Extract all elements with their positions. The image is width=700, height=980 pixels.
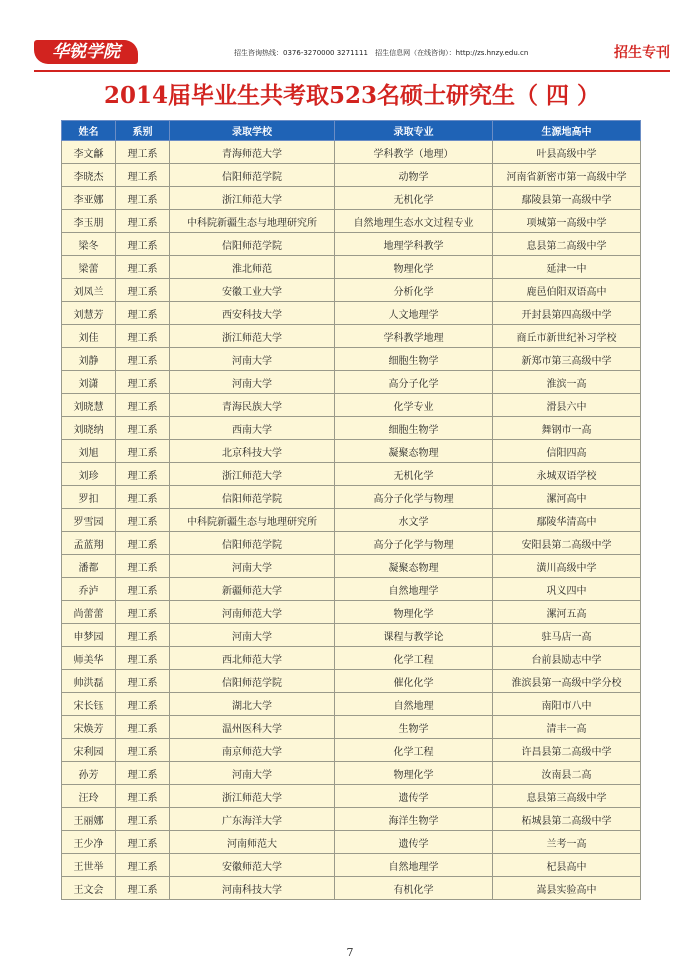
- cell-high-school: 许昌县第二高级中学: [493, 739, 641, 762]
- cell-department: 理工系: [116, 394, 170, 417]
- cell-major: 自然地理学: [335, 854, 493, 877]
- cell-major: 化学专业: [335, 394, 493, 417]
- cell-school: 中科院新疆生态与地理研究所: [170, 210, 335, 233]
- cell-name: 师美华: [62, 647, 116, 670]
- cell-major: 化学工程: [335, 647, 493, 670]
- cell-name: 汪玲: [62, 785, 116, 808]
- cell-high-school: 驻马店一高: [493, 624, 641, 647]
- cell-department: 理工系: [116, 647, 170, 670]
- cell-school: 安徽师范大学: [170, 854, 335, 877]
- table-header-row: [62, 121, 641, 141]
- cell-high-school: 巩义四中: [493, 578, 641, 601]
- cell-major: 无机化学: [335, 187, 493, 210]
- cell-department: 理工系: [116, 325, 170, 348]
- cell-major: 高分子化学与物理: [335, 486, 493, 509]
- cell-school: 青海师范大学: [170, 141, 335, 164]
- cell-name: 李文龢: [62, 141, 116, 164]
- cell-school: 河南大学: [170, 348, 335, 371]
- cell-major: 遗传学: [335, 785, 493, 808]
- table-row: [62, 578, 641, 601]
- cell-department: 理工系: [116, 808, 170, 831]
- cell-high-school: 汝南县二高: [493, 762, 641, 785]
- table-row: [62, 440, 641, 463]
- cell-department: 理工系: [116, 693, 170, 716]
- table-row: [62, 348, 641, 371]
- cell-school: 信阳师范学院: [170, 532, 335, 555]
- table-row: [62, 210, 641, 233]
- cell-high-school: 兰考一高: [493, 831, 641, 854]
- cell-major: 化学工程: [335, 739, 493, 762]
- cell-high-school: 信阳四高: [493, 440, 641, 463]
- cell-school: 河南大学: [170, 762, 335, 785]
- table-row: [62, 831, 641, 854]
- cell-department: 理工系: [116, 256, 170, 279]
- cell-school: 浙江师范大学: [170, 785, 335, 808]
- cell-name: 李晓杰: [62, 164, 116, 187]
- cell-major: 物理化学: [335, 601, 493, 624]
- cell-major: 人文地理学: [335, 302, 493, 325]
- cell-name: 梁蕾: [62, 256, 116, 279]
- table-row: [62, 808, 641, 831]
- cell-school: 信阳师范学院: [170, 486, 335, 509]
- cell-major: 自然地理学: [335, 578, 493, 601]
- page-number: 7: [346, 946, 354, 959]
- cell-high-school: 淮滨县第一高级中学分校: [493, 670, 641, 693]
- cell-department: 理工系: [116, 233, 170, 256]
- cell-school: 湖北大学: [170, 693, 335, 716]
- cell-major: 学科教学地理: [335, 325, 493, 348]
- cell-name: 王丽娜: [62, 808, 116, 831]
- info-site-text: 招生信息网（在线咨询）：http://zs.hnzy.edu.cn: [375, 49, 529, 57]
- table-row: [62, 233, 641, 256]
- cell-school: 浙江师范大学: [170, 463, 335, 486]
- page-title: 2014届毕业生共考取523名硕士研究生（ 四 ）: [103, 82, 601, 109]
- cell-name: 王少净: [62, 831, 116, 854]
- cell-high-school: 叶县高级中学: [493, 141, 641, 164]
- table-row: [62, 785, 641, 808]
- cell-department: 理工系: [116, 509, 170, 532]
- cell-high-school: 永城双语学校: [493, 463, 641, 486]
- table-row: [62, 739, 641, 762]
- cell-department: 理工系: [116, 762, 170, 785]
- table-row: [62, 325, 641, 348]
- cell-name: 申梦园: [62, 624, 116, 647]
- cell-department: 理工系: [116, 141, 170, 164]
- cell-major: 学科教学（地理）: [335, 141, 493, 164]
- cell-major: 水文学: [335, 509, 493, 532]
- cell-school: 北京科技大学: [170, 440, 335, 463]
- cell-high-school: 商丘市新世纪补习学校: [493, 325, 641, 348]
- cell-high-school: 南阳市八中: [493, 693, 641, 716]
- school-logo: 华锐学院: [34, 40, 138, 64]
- cell-school: 新疆师范大学: [170, 578, 335, 601]
- cell-name: 李玉朋: [62, 210, 116, 233]
- cell-high-school: 柘城县第二高级中学: [493, 808, 641, 831]
- cell-major: 细胞生物学: [335, 348, 493, 371]
- cell-major: 高分子化学: [335, 371, 493, 394]
- cell-name: 宋长钰: [62, 693, 116, 716]
- cell-major: 动物学: [335, 164, 493, 187]
- table-row: [62, 877, 641, 900]
- cell-high-school: 鹿邑伯阳双语高中: [493, 279, 641, 302]
- cell-school: 南京师范大学: [170, 739, 335, 762]
- cell-major: 自然地理: [335, 693, 493, 716]
- table-row: [62, 187, 641, 210]
- cell-department: 理工系: [116, 302, 170, 325]
- cell-department: 理工系: [116, 164, 170, 187]
- cell-major: 自然地理生态水文过程专业: [335, 210, 493, 233]
- cell-name: 王世举: [62, 854, 116, 877]
- table-row: [62, 394, 641, 417]
- cell-department: 理工系: [116, 785, 170, 808]
- cell-high-school: 延津一中: [493, 256, 641, 279]
- cell-major: 物理化学: [335, 762, 493, 785]
- cell-high-school: 鄢陵华清高中: [493, 509, 641, 532]
- cell-name: 帅洪磊: [62, 670, 116, 693]
- cell-high-school: 河南省新密市第一高级中学: [493, 164, 641, 187]
- cell-department: 理工系: [116, 279, 170, 302]
- cell-name: 乔泸: [62, 578, 116, 601]
- cell-department: 理工系: [116, 601, 170, 624]
- cell-name: 刘潇: [62, 371, 116, 394]
- cell-name: 李亚娜: [62, 187, 116, 210]
- cell-department: 理工系: [116, 716, 170, 739]
- table-row: [62, 555, 641, 578]
- cell-major: 凝聚态物理: [335, 555, 493, 578]
- cell-department: 理工系: [116, 348, 170, 371]
- cell-department: 理工系: [116, 532, 170, 555]
- cell-department: 理工系: [116, 440, 170, 463]
- cell-name: 刘珍: [62, 463, 116, 486]
- cell-major: 海洋生物学: [335, 808, 493, 831]
- cell-high-school: 项城第一高级中学: [493, 210, 641, 233]
- cell-department: 理工系: [116, 670, 170, 693]
- cell-major: 地理学科教学: [335, 233, 493, 256]
- cell-high-school: 清丰一高: [493, 716, 641, 739]
- cell-department: 理工系: [116, 371, 170, 394]
- column-header-name: 姓名: [62, 121, 116, 141]
- table-row: [62, 417, 641, 440]
- table-row: [62, 762, 641, 785]
- header-divider: [34, 70, 670, 72]
- cell-department: 理工系: [116, 877, 170, 900]
- contact-info: [234, 48, 533, 58]
- cell-high-school: 淮滨一高: [493, 371, 641, 394]
- cell-school: 西北师范大学: [170, 647, 335, 670]
- cell-school: 广东海洋大学: [170, 808, 335, 831]
- table-row: [62, 624, 641, 647]
- table-row: [62, 647, 641, 670]
- column-header-school: 录取学校: [170, 121, 335, 141]
- table-row: [62, 486, 641, 509]
- cell-name: 孟蓝翔: [62, 532, 116, 555]
- cell-department: 理工系: [116, 463, 170, 486]
- hotline-text: 招生咨询热线：0376-3270000 3271111: [234, 49, 368, 57]
- cell-high-school: 息县第二高级中学: [493, 233, 641, 256]
- cell-name: 罗雪园: [62, 509, 116, 532]
- cell-name: 刘慧芳: [62, 302, 116, 325]
- cell-major: 遗传学: [335, 831, 493, 854]
- cell-school: 河南师范大学: [170, 601, 335, 624]
- table-row: [62, 141, 641, 164]
- cell-school: 中科院新疆生态与地理研究所: [170, 509, 335, 532]
- cell-name: 宋利园: [62, 739, 116, 762]
- cell-school: 信阳师范学院: [170, 670, 335, 693]
- cell-major: 生物学: [335, 716, 493, 739]
- cell-major: 凝聚态物理: [335, 440, 493, 463]
- cell-school: 西南大学: [170, 417, 335, 440]
- table-row: [62, 463, 641, 486]
- cell-high-school: 舞钢市一高: [493, 417, 641, 440]
- cell-major: 高分子化学与物理: [335, 532, 493, 555]
- table-row: [62, 371, 641, 394]
- cell-department: 理工系: [116, 210, 170, 233]
- cell-major: 催化化学: [335, 670, 493, 693]
- table-row: [62, 302, 641, 325]
- cell-school: 浙江师范大学: [170, 187, 335, 210]
- cell-major: 课程与教学论: [335, 624, 493, 647]
- cell-name: 潘都: [62, 555, 116, 578]
- cell-department: 理工系: [116, 624, 170, 647]
- cell-school: 河南师范大: [170, 831, 335, 854]
- cell-school: 河南大学: [170, 555, 335, 578]
- cell-name: 刘晓纳: [62, 417, 116, 440]
- cell-school: 安徽工业大学: [170, 279, 335, 302]
- column-header-department: 系别: [116, 121, 170, 141]
- cell-major: 有机化学: [335, 877, 493, 900]
- cell-department: 理工系: [116, 739, 170, 762]
- cell-major: 无机化学: [335, 463, 493, 486]
- cell-department: 理工系: [116, 187, 170, 210]
- cell-high-school: 开封县第四高级中学: [493, 302, 641, 325]
- table-row: [62, 854, 641, 877]
- table-row: [62, 716, 641, 739]
- cell-school: 浙江师范大学: [170, 325, 335, 348]
- cell-name: 刘静: [62, 348, 116, 371]
- special-issue-label: 招生专刊: [614, 45, 670, 61]
- cell-major: 分析化学: [335, 279, 493, 302]
- cell-school: 信阳师范学院: [170, 233, 335, 256]
- table-row: [62, 164, 641, 187]
- table-row: [62, 670, 641, 693]
- cell-high-school: 新郑市第三高级中学: [493, 348, 641, 371]
- cell-department: 理工系: [116, 854, 170, 877]
- table-row: [62, 532, 641, 555]
- cell-name: 刘旭: [62, 440, 116, 463]
- table-row: [62, 509, 641, 532]
- cell-school: 西安科技大学: [170, 302, 335, 325]
- cell-name: 刘晓慧: [62, 394, 116, 417]
- column-header-high-school: 生源地高中: [493, 121, 641, 141]
- table-row: [62, 693, 641, 716]
- cell-major: 物理化学: [335, 256, 493, 279]
- cell-department: 理工系: [116, 831, 170, 854]
- cell-name: 尚蕾蕾: [62, 601, 116, 624]
- table-row: [62, 601, 641, 624]
- cell-high-school: 漯河五高: [493, 601, 641, 624]
- cell-school: 信阳师范学院: [170, 164, 335, 187]
- cell-school: 淮北师范: [170, 256, 335, 279]
- cell-high-school: 安阳县第二高级中学: [493, 532, 641, 555]
- page-header: [34, 44, 670, 68]
- cell-name: 梁冬: [62, 233, 116, 256]
- table-row: [62, 279, 641, 302]
- cell-high-school: 杞县高中: [493, 854, 641, 877]
- cell-name: 孙芳: [62, 762, 116, 785]
- table-row: [62, 256, 641, 279]
- cell-high-school: 息县第三高级中学: [493, 785, 641, 808]
- cell-department: 理工系: [116, 578, 170, 601]
- cell-high-school: 台前县励志中学: [493, 647, 641, 670]
- cell-name: 王文会: [62, 877, 116, 900]
- cell-school: 温州医科大学: [170, 716, 335, 739]
- cell-school: 河南大学: [170, 371, 335, 394]
- cell-high-school: 鄢陵县第一高级中学: [493, 187, 641, 210]
- cell-high-school: 嵩县实验高中: [493, 877, 641, 900]
- cell-department: 理工系: [116, 555, 170, 578]
- admissions-table: [61, 120, 641, 900]
- cell-major: 细胞生物学: [335, 417, 493, 440]
- cell-high-school: 漯河高中: [493, 486, 641, 509]
- cell-department: 理工系: [116, 417, 170, 440]
- cell-school: 青海民族大学: [170, 394, 335, 417]
- table-body: [62, 141, 641, 900]
- cell-high-school: 滑县六中: [493, 394, 641, 417]
- cell-school: 河南科技大学: [170, 877, 335, 900]
- column-header-major: 录取专业: [335, 121, 493, 141]
- cell-school: 河南大学: [170, 624, 335, 647]
- cell-department: 理工系: [116, 486, 170, 509]
- cell-name: 宋焕芳: [62, 716, 116, 739]
- cell-name: 刘佳: [62, 325, 116, 348]
- cell-high-school: 潢川高级中学: [493, 555, 641, 578]
- cell-name: 罗扣: [62, 486, 116, 509]
- cell-name: 刘凤兰: [62, 279, 116, 302]
